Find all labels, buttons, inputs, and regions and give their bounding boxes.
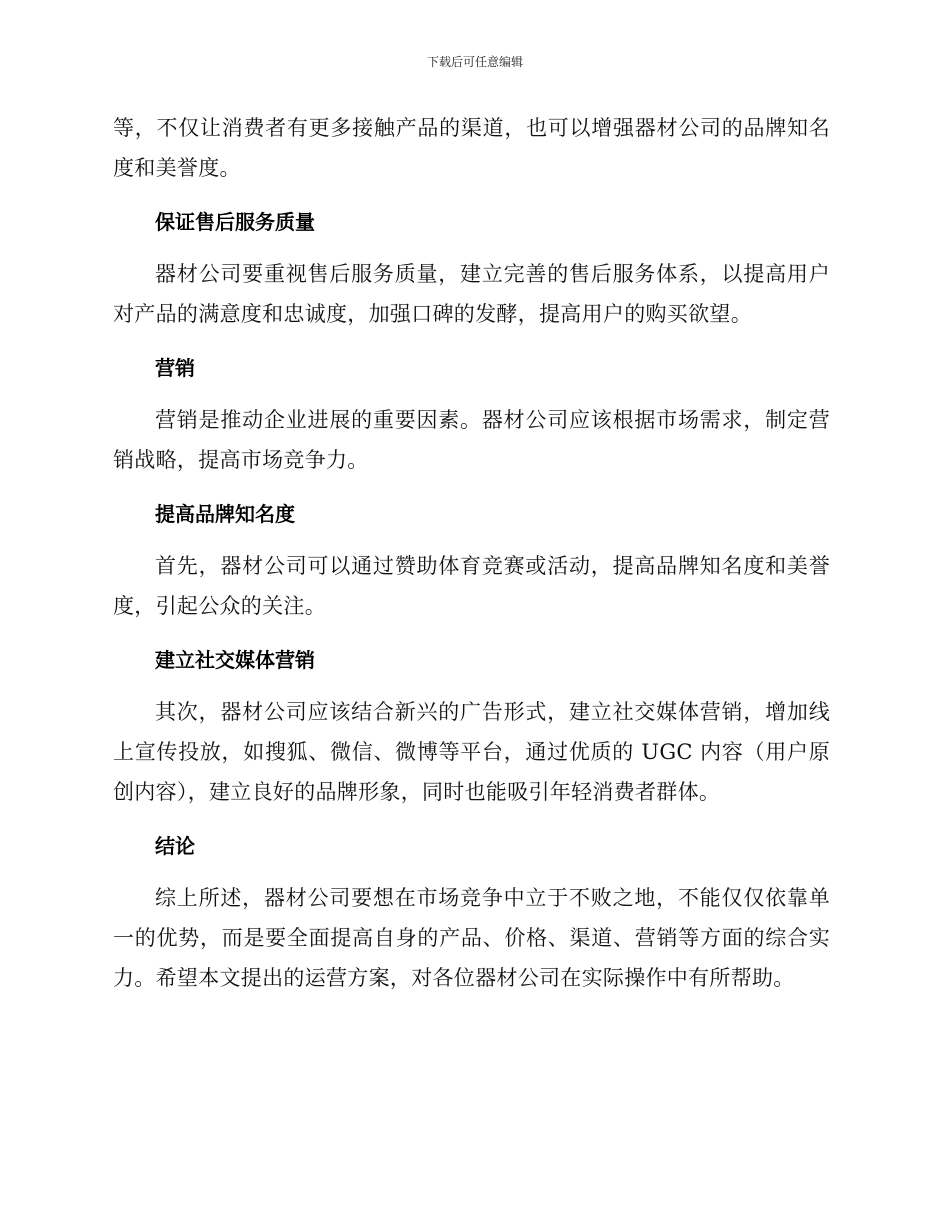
paragraph-brand-awareness: 首先，器材公司可以通过赞助体育竞赛或活动，提高品牌知名度和美誉度，引起公众的关注。 xyxy=(113,554,830,618)
paragraph-after-sales-service: 器材公司要重视售后服务质量，建立完善的售后服务体系，以提高用户对产品的满意度和忠诚度，加强口碑的发酵，提高用户的购买欲望。 xyxy=(113,262,830,326)
heading-after-sales-service: 保证售后服务质量 xyxy=(155,210,315,234)
heading-social-media-marketing: 建立社交媒体营销 xyxy=(155,648,315,672)
heading-marketing: 营销 xyxy=(155,356,195,380)
paragraph-marketing: 营销是推动企业进展的重要因素。器材公司应该根据市场需求，制定营销战略，提高市场竞争力。 xyxy=(113,408,830,472)
heading-conclusion: 结论 xyxy=(155,834,195,858)
paragraph-conclusion: 综上所述，器材公司要想在市场竞争中立于不败之地，不能仅仅依靠单一的优势，而是要全面提高自身的产品、价格、渠道、营销等方面的综合实力。希望本文提出的运营方案，对各位器材公司在实际操作中有所帮助。 xyxy=(113,886,830,990)
page-header: 下载后可任意编辑 xyxy=(426,55,523,69)
document-body xyxy=(113,108,830,1012)
paragraph-social-media-marketing: 其次，器材公司应该结合新兴的广告形式，建立社交媒体营销，增加线上宣传投放，如搜狐、微信、微博等平台，通过优质的 UGC 内容（用户原创内容），建立良好的品牌形象，同时也能吸引年轻消费者群体。 xyxy=(113,700,830,804)
heading-brand-awareness: 提高品牌知名度 xyxy=(155,502,295,526)
paragraph-brand-awareness-continued: 等，不仅让消费者有更多接触产品的渠道，也可以增强器材公司的品牌知名度和美誉度。 xyxy=(113,116,830,180)
